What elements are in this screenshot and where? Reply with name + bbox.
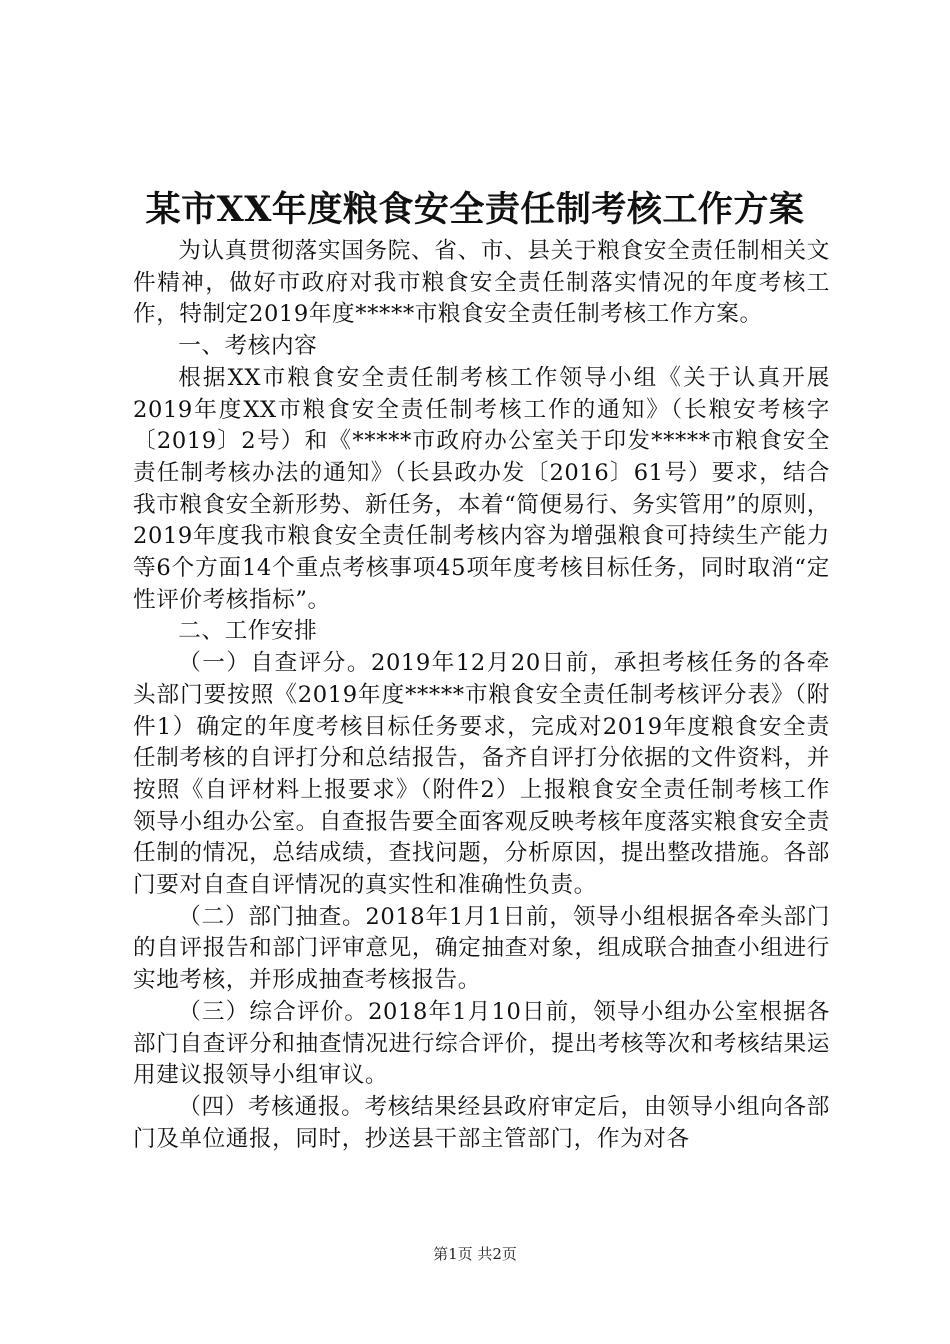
section-heading-assessment-content: 一、考核内容	[178, 333, 318, 360]
page-footer: 第1页 共2页	[433, 1245, 517, 1263]
paragraph-assessment-notice: （四）考核通报。考核结果经县政府审定后，由领导小组向各部门及单位通报，同时，抄送县干部主管部门，作为对各	[133, 1093, 830, 1152]
document-body	[133, 236, 830, 1155]
paragraph-intro: 为认真贯彻落实国务院、省、市、县关于粮食安全责任制相关文件精神，做好市政府对我市粮食安全责任制落实情况的年度考核工作，特制定2019年度*****市粮食安全责任制考核工作方案。	[133, 238, 830, 328]
document-title: 某市XX年度粮食安全责任制考核工作方案	[145, 189, 805, 230]
paragraph-self-check: （一）自查评分。2019年12月20日前，承担考核任务的各牵头部门要按照《2019年度*****市粮食安全责任制考核评分表》（附件1）确定的年度考核目标任务要求，完成对2019年度粮食安全责任制考核的自评打分和总结报告，备齐自评打分依据的文件资料，并按照《自评材料上报要求》（附件2）上报粮食安全责任制考核工作领导小组办公室。自查报告要全面客观反映考核年度落实粮食安全责任制的情况，总结成绩，查找问题，分析原因，提出整改措施。各部门要对自查自评情况的真实性和准确性负责。	[133, 650, 830, 899]
paragraph-comprehensive-evaluation: （三）综合评价。2018年1月10日前，领导小组办公室根据各部门自查评分和抽查情况进行综合评价，提出考核等次和考核结果运用建议报领导小组审议。	[133, 998, 830, 1089]
section-heading-work-arrangement: 二、工作安排	[178, 618, 318, 645]
paragraph-department-spot-check: （二）部门抽查。2018年1月1日前，领导小组根据各牵头部门的自评报告和部门评审意见，确定抽查对象，组成联合抽查小组进行实地考核，并形成抽查考核报告。	[133, 903, 830, 994]
paragraph-assessment-content: 根据XX市粮食安全责任制考核工作领导小组《关于认真开展2019年度XX市粮食安全责任制考核工作的通知》（长粮安考核字〔2019〕2号）和《*****市政府办公室关于印发*****市粮食安全责任制考核办法的通知》（长县政办发〔2016〕61号）要求，结合我市粮食安全新形势、新任务，本着“简便易行、务实管用”的原则，2019年度我市粮食安全责任制考核内容为增强粮食可持续生产能力等6个方面14个重点考核事项45项年度考核目标任务，同时取消“定性评价考核指标”。	[133, 364, 830, 613]
